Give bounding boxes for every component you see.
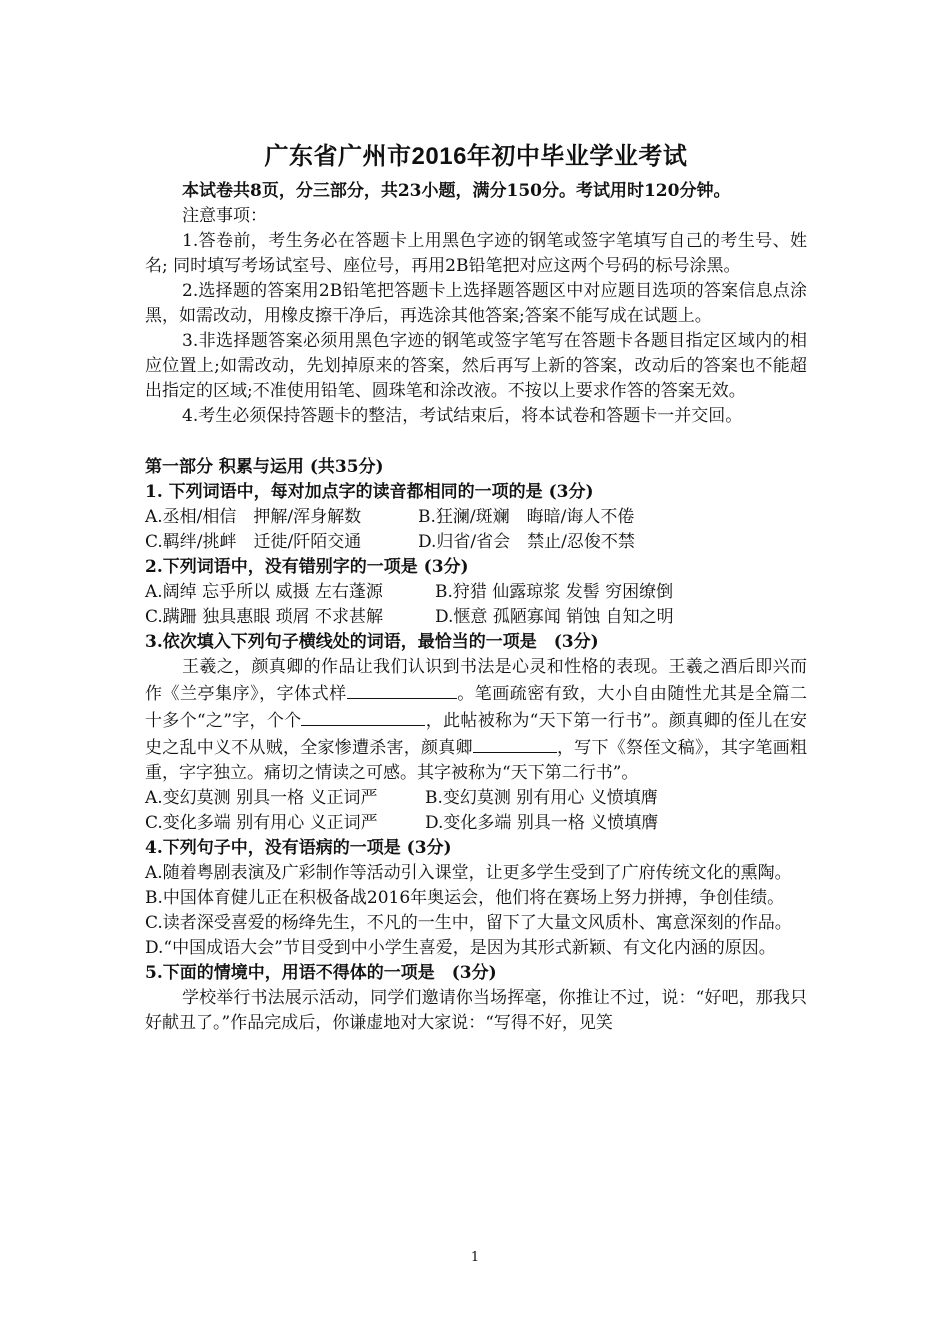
notice-item-2: 2.选择题的答案用2B铅笔把答题卡上选择题答题区中对应题目选项的答案信息点涂黑，如需改动，用橡皮擦干净后，再选涂其他答案;答案不能写成在试题上。 — [145, 281, 807, 326]
section-gap — [145, 429, 807, 455]
question-3-option-b: B.变幻莫测 别有用心 义愤填膺 — [425, 788, 658, 808]
question-4-option-b: B.中国体育健儿正在积极备战2016年奥运会，他们将在赛场上努力拼搏，争创佳绩。 — [145, 888, 785, 908]
question-1-options-row1 — [145, 505, 807, 530]
exam-intro: 本试卷共8页，分三部分，共23小题，满分150分。考试用时120分钟。 — [182, 181, 731, 201]
question-2-option-c: C.蹒跚 独具惠眼 琐屑 不求甚解 — [145, 607, 384, 627]
answer-blank-1 — [347, 680, 457, 699]
notice-item-4: 4.考生必须保持答题卡的整洁，考试结束后，将本试卷和答题卡一并交回。 — [182, 406, 743, 426]
answer-blank-3 — [473, 734, 557, 753]
question-3-passage-part3: ，此帖被称为“天下第一行书”。颜真卿的侄儿在安史之乱中义不从贼，全家惨遭杀害，颜真卿 — [145, 711, 807, 758]
notice-item-3: 3.非选择题答案必须用黑色字迹的钢笔或签字笔写在答题卡各题目指定区域内的相应位置上;如需改动，先划掉原来的答案，然后再写上新的答案，改动后的答案也不能超出指定的区域;不准使用铅笔、圆珠笔和涂改液。不按以上要求作答的答案无效。 — [145, 331, 807, 401]
question-4-option-d: D.“中国成语大会”节目受到中小学生喜爱，是因为其形式新颖、有文化内涵的原因。 — [145, 938, 776, 958]
question-3-options-row1 — [145, 786, 807, 811]
question-5-passage: 学校举行书法展示活动，同学们邀请你当场挥毫，你推让不过，说：“好吧，那我只好献丑了。”作品完成后，你谦虚地对大家说：“写得不好，见笑 — [145, 988, 807, 1033]
question-1-stem: 1. 下列词语中，每对加点字的读音都相同的一项的是 (3分) — [145, 482, 594, 502]
question-2-option-b: B.狩猎 仙露琼浆 发髻 穷困缭倒 — [435, 582, 674, 602]
question-2-stem: 2.下列词语中，没有错别字的一项是 (3分) — [145, 557, 469, 577]
question-2-options-row2 — [145, 605, 807, 630]
question-2-option-d: D.惬意 孤陋寡闻 销蚀 自知之明 — [435, 607, 674, 627]
question-1-option-a: A.丞相/相信 押解/浑身解数 — [145, 507, 362, 527]
question-5-stem: 5.下面的情境中，用语不得体的一项是 (3分) — [145, 963, 497, 983]
question-1-option-b: B.狂澜/斑斓 晦暗/诲人不倦 — [418, 507, 635, 527]
question-2-option-a: A.阔绰 忘乎所以 威摄 左右蓬源 — [145, 582, 383, 602]
question-4-option-a: A.随着粤剧表演及广彩制作等活动引入课堂，让更多学生受到了广府传统文化的熏陶。 — [145, 863, 792, 883]
question-1-option-c: C.羁绊/挑衅 迁徙/阡陌交通 — [145, 532, 362, 552]
question-3-stem: 3.依次填入下列句子横线处的词语，最恰当的一项是 (3分) — [145, 632, 599, 652]
part1-heading: 第一部分 积累与运用 (共35分) — [145, 457, 384, 477]
question-3-passage-part1: 王羲之，颜真卿的作品让我们认识到书法是心灵和性格的表现。王羲之酒后即兴而作《兰亭集序》，字体式样 — [145, 657, 807, 704]
question-3-option-d: D.变化多端 别具一格 义愤填膺 — [425, 813, 659, 833]
question-3-passage-part2: 。笔画疏密有致，大小自由随性尤其是全篇二十多个“之”字，个个 — [145, 684, 807, 731]
page-title: 广东省广州市2016年初中毕业学业考试 — [264, 143, 688, 170]
question-4-option-c: C.读者深受喜爱的杨绛先生，不凡的一生中，留下了大量文风质朴、寓意深刻的作品。 — [145, 913, 792, 933]
notice-label: 注意事项： — [182, 206, 267, 226]
question-3-passage — [145, 655, 807, 786]
question-4-stem: 4.下列句子中，没有语病的一项是 (3分) — [145, 838, 452, 858]
question-3-option-c: C.变化多端 别有用心 义正词严 — [145, 813, 378, 833]
question-3-options-row2 — [145, 811, 807, 836]
question-1-option-d: D.归省/省会 禁止/忍俊不禁 — [418, 532, 635, 552]
question-2-options-row1 — [145, 580, 807, 605]
answer-blank-2 — [301, 707, 425, 726]
notice-item-1: 1.答卷前，考生务必在答题卡上用黑色字迹的钢笔或签字笔填写自己的考生号、姓名; 同时填写考场试室号、座位号，再用2B铅笔把对应这两个号码的标号涂黑。 — [145, 231, 807, 276]
page-number: 1 — [470, 1250, 480, 1265]
question-3-passage-part4: ，写下《祭侄文稿》，其字笔画粗重，字字独立。痛切之情读之可感。其字被称为“天下第二行书”。 — [145, 738, 807, 783]
question-3-option-a: A.变幻莫测 别具一格 义正词严 — [145, 788, 378, 808]
question-1-options-row2 — [145, 530, 807, 555]
exam-page — [145, 128, 807, 1036]
